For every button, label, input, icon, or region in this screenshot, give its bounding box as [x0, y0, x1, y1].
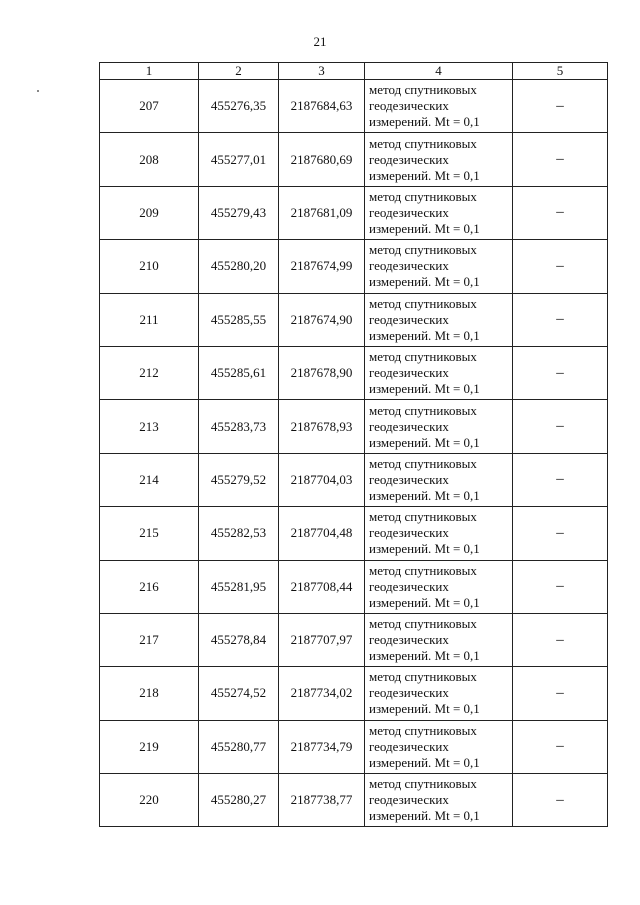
method-line: метод спутниковых [369, 562, 477, 578]
method-line: метод спутниковых [369, 669, 477, 685]
point-number-cell: 217 [100, 613, 199, 666]
table-row [100, 80, 608, 133]
x-coordinate-cell: 455283,73 [199, 400, 279, 453]
method-line: измерений. Mt = 0,1 [369, 434, 480, 450]
column-5-cell: – [513, 346, 608, 399]
method-line: измерений. Mt = 0,1 [369, 220, 480, 236]
point-number-cell: 213 [100, 400, 199, 453]
method-line: измерений. Mt = 0,1 [369, 594, 480, 610]
point-number-cell: 218 [100, 667, 199, 720]
table-row [100, 774, 608, 827]
method-cell [365, 346, 513, 399]
y-coordinate-cell: 2187734,79 [279, 720, 365, 773]
y-coordinate-cell: 2187674,90 [279, 293, 365, 346]
x-coordinate-cell: 455280,20 [199, 240, 279, 293]
y-coordinate-cell: 2187738,77 [279, 774, 365, 827]
x-coordinate-cell: 455280,27 [199, 774, 279, 827]
table-row [100, 293, 608, 346]
margin-mark [37, 90, 39, 92]
point-number-cell: 219 [100, 720, 199, 773]
column-5-cell: – [513, 720, 608, 773]
y-coordinate-cell: 2187734,02 [279, 667, 365, 720]
method-line: измерений. Mt = 0,1 [369, 487, 480, 503]
table-row [100, 720, 608, 773]
table-row [100, 507, 608, 560]
method-line: метод спутниковых [369, 509, 477, 525]
table-header [100, 63, 608, 80]
y-coordinate-cell: 2187678,93 [279, 400, 365, 453]
method-line: геодезических [369, 311, 449, 327]
column-5-cell: – [513, 80, 608, 133]
method-line: геодезических [369, 578, 449, 594]
coordinates-table [99, 62, 608, 827]
method-line: метод спутниковых [369, 455, 477, 471]
method-line: измерений. Mt = 0,1 [369, 327, 480, 343]
column-5-cell: – [513, 507, 608, 560]
method-line: геодезических [369, 632, 449, 648]
point-number-cell: 220 [100, 774, 199, 827]
table-row [100, 346, 608, 399]
method-line: геодезических [369, 258, 449, 274]
method-line: геодезических [369, 685, 449, 701]
method-line: измерений. Mt = 0,1 [369, 808, 480, 824]
header-col-1: 1 [100, 63, 199, 80]
method-line: метод спутниковых [369, 295, 477, 311]
header-col-5: 5 [513, 63, 608, 80]
method-line: измерений. Mt = 0,1 [369, 114, 480, 130]
method-line: геодезических [369, 738, 449, 754]
header-col-4: 4 [365, 63, 513, 80]
method-line: геодезических [369, 471, 449, 487]
column-5-cell: – [513, 613, 608, 666]
y-coordinate-cell: 2187704,48 [279, 507, 365, 560]
method-cell [365, 720, 513, 773]
x-coordinate-cell: 455279,43 [199, 186, 279, 239]
column-5-cell: – [513, 400, 608, 453]
table-row [100, 133, 608, 186]
method-line: геодезических [369, 151, 449, 167]
column-5-cell: – [513, 133, 608, 186]
header-row [100, 63, 608, 80]
method-cell [365, 453, 513, 506]
table-row [100, 240, 608, 293]
y-coordinate-cell: 2187708,44 [279, 560, 365, 613]
method-line: метод спутниковых [369, 135, 477, 151]
x-coordinate-cell: 455274,52 [199, 667, 279, 720]
x-coordinate-cell: 455285,61 [199, 346, 279, 399]
column-5-cell: – [513, 293, 608, 346]
method-cell [365, 133, 513, 186]
table-row [100, 560, 608, 613]
x-coordinate-cell: 455278,84 [199, 613, 279, 666]
point-number-cell: 211 [100, 293, 199, 346]
method-line: геодезических [369, 204, 449, 220]
x-coordinate-cell: 455279,52 [199, 453, 279, 506]
method-line: геодезических [369, 365, 449, 381]
page-number: 21 [313, 34, 327, 49]
method-cell [365, 186, 513, 239]
y-coordinate-cell: 2187707,97 [279, 613, 365, 666]
method-line: метод спутниковых [369, 776, 477, 792]
x-coordinate-cell: 455282,53 [199, 507, 279, 560]
method-cell [365, 80, 513, 133]
column-5-cell: – [513, 453, 608, 506]
column-5-cell: – [513, 186, 608, 239]
method-cell [365, 293, 513, 346]
header-col-3: 3 [279, 63, 365, 80]
method-line: измерений. Mt = 0,1 [369, 648, 480, 664]
x-coordinate-cell: 455277,01 [199, 133, 279, 186]
y-coordinate-cell: 2187674,99 [279, 240, 365, 293]
column-5-cell: – [513, 240, 608, 293]
method-cell [365, 774, 513, 827]
method-cell [365, 400, 513, 453]
method-line: метод спутниковых [369, 82, 477, 98]
table-row [100, 400, 608, 453]
table-row [100, 667, 608, 720]
table-row [100, 453, 608, 506]
method-line: метод спутниковых [369, 402, 477, 418]
method-line: измерений. Mt = 0,1 [369, 381, 480, 397]
method-line: измерений. Mt = 0,1 [369, 167, 480, 183]
y-coordinate-cell: 2187680,69 [279, 133, 365, 186]
y-coordinate-cell: 2187681,09 [279, 186, 365, 239]
point-number-cell: 209 [100, 186, 199, 239]
method-cell [365, 667, 513, 720]
point-number-cell: 215 [100, 507, 199, 560]
x-coordinate-cell: 455285,55 [199, 293, 279, 346]
method-line: геодезических [369, 418, 449, 434]
point-number-cell: 216 [100, 560, 199, 613]
y-coordinate-cell: 2187678,90 [279, 346, 365, 399]
column-5-cell: – [513, 774, 608, 827]
method-line: измерений. Mt = 0,1 [369, 541, 480, 557]
method-line: метод спутниковых [369, 349, 477, 365]
point-number-cell: 212 [100, 346, 199, 399]
method-line: геодезических [369, 792, 449, 808]
method-line: метод спутниковых [369, 242, 477, 258]
method-line: метод спутниковых [369, 616, 477, 632]
method-cell [365, 507, 513, 560]
method-cell [365, 560, 513, 613]
method-line: метод спутниковых [369, 722, 477, 738]
table-row [100, 613, 608, 666]
column-5-cell: – [513, 667, 608, 720]
method-line: геодезических [369, 98, 449, 114]
method-cell [365, 613, 513, 666]
method-line: геодезических [369, 525, 449, 541]
method-line: измерений. Mt = 0,1 [369, 701, 480, 717]
method-line: измерений. Mt = 0,1 [369, 754, 480, 770]
y-coordinate-cell: 2187704,03 [279, 453, 365, 506]
point-number-cell: 208 [100, 133, 199, 186]
y-coordinate-cell: 2187684,63 [279, 80, 365, 133]
point-number-cell: 210 [100, 240, 199, 293]
method-line: измерений. Mt = 0,1 [369, 274, 480, 290]
table-row [100, 186, 608, 239]
table-body [100, 80, 608, 827]
point-number-cell: 207 [100, 80, 199, 133]
x-coordinate-cell: 455280,77 [199, 720, 279, 773]
x-coordinate-cell: 455276,35 [199, 80, 279, 133]
column-5-cell: – [513, 560, 608, 613]
header-col-2: 2 [199, 63, 279, 80]
method-cell [365, 240, 513, 293]
point-number-cell: 214 [100, 453, 199, 506]
x-coordinate-cell: 455281,95 [199, 560, 279, 613]
method-line: метод спутниковых [369, 188, 477, 204]
